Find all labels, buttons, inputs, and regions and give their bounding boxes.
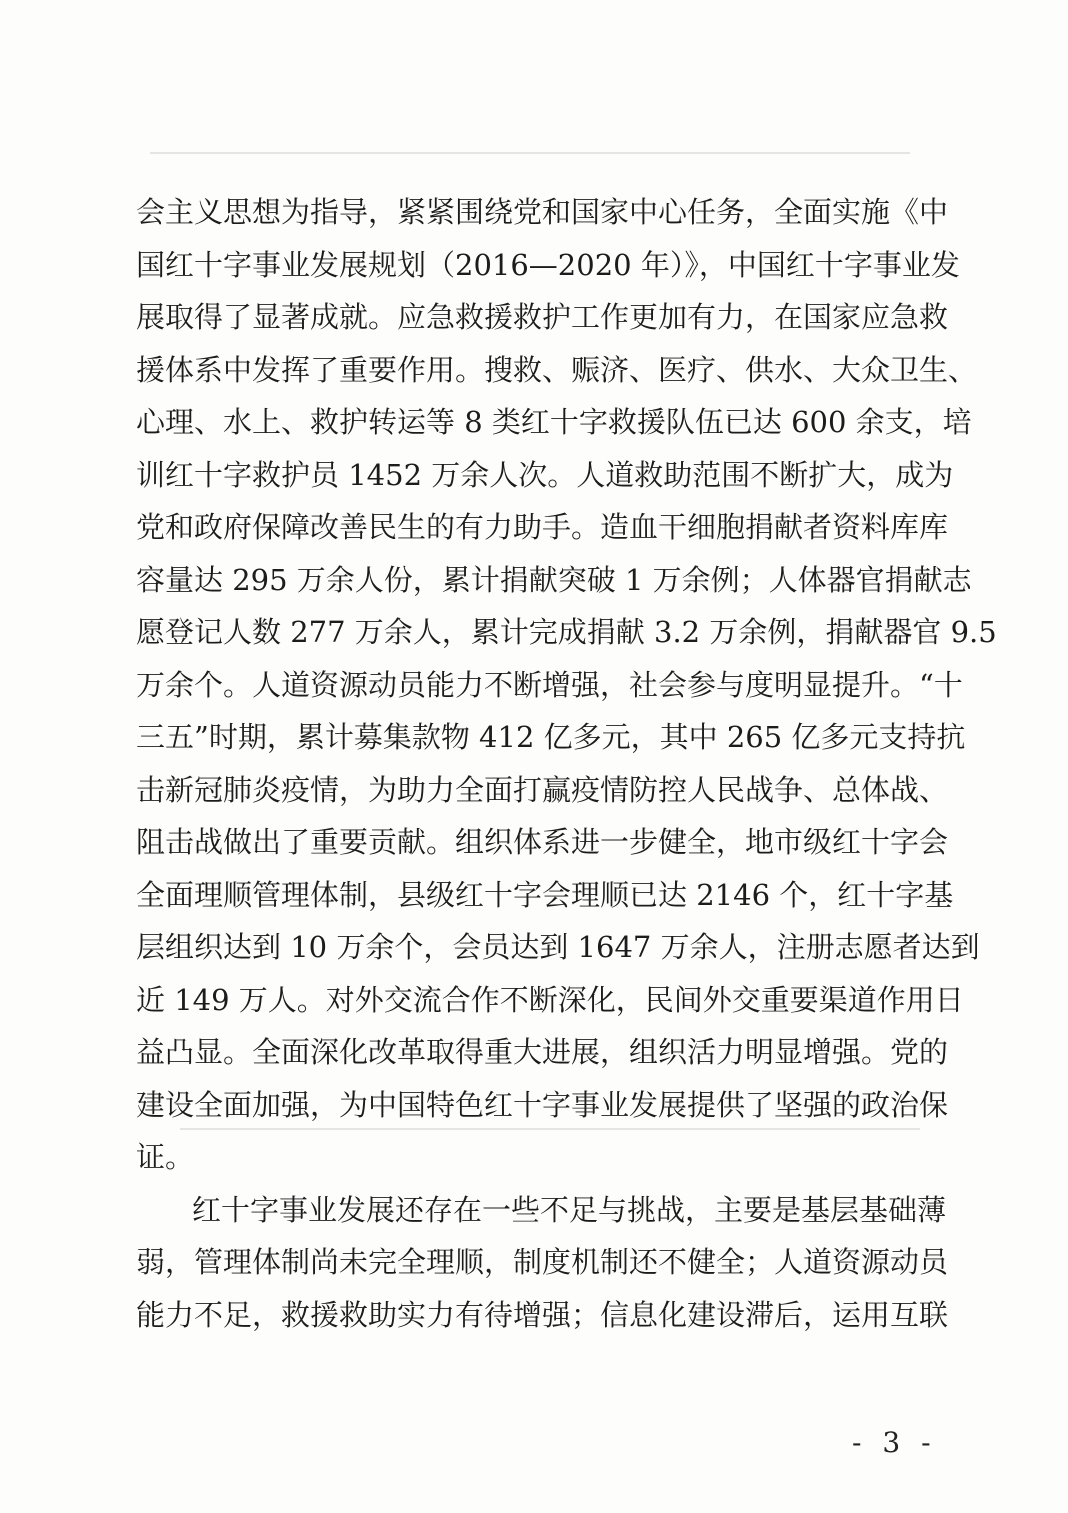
text-line: 弱，管理体制尚未完全理顺，制度机制还不健全；人道资源动员 [136, 1245, 949, 1279]
text-line: 国红十字事业发展规划（2016—2020 年）》，中国红十字事业发 [136, 247, 960, 282]
text-line: 证。 [136, 1140, 195, 1174]
text-line: 全面理顺管理体制，县级红十字会理顺已达 2146 个，红十字基 [136, 877, 954, 912]
text-line: 三五”时期，累计募集款物 412 亿多元，其中 265 亿多元支持抗 [136, 720, 966, 754]
text-line: 近 149 万人。对外交流合作不断深化，民间外交重要渠道作用日 [136, 982, 964, 1017]
text-line: 万余个。人道资源动员能力不断增强，社会参与度明显提升。“十 [136, 667, 963, 702]
text-line: 援体系中发挥了重要作用。搜救、赈济、医疗、供水、大众卫生、 [136, 352, 978, 387]
text-line: 心理、水上、救护转运等 8 类红十字救援队伍已达 600 余支，培 [136, 405, 972, 439]
paragraph-2 [136, 1184, 949, 1342]
text-line: 能力不足，救援救助实力有待增强；信息化建设滞后，运用互联 [136, 1297, 949, 1332]
text-line: 容量达 295 万余人份，累计捐献突破 1 万余例；人体器官捐献志 [136, 562, 972, 597]
text-line: 训红十字救护员 1452 万余人次。人道救助范围不断扩大，成为 [136, 457, 954, 492]
text-line: 击新冠肺炎疫情，为助力全面打赢疫情防控人民战争、总体战、 [136, 772, 949, 807]
text-line: 建设全面加强，为中国特色红十字事业发展提供了坚强的政治保 [136, 1087, 949, 1122]
text-line: 阻击战做出了重要贡献。组织体系进一步健全，地市级红十字会 [136, 825, 949, 859]
text-line: 益凸显。全面深化改革取得重大进展，组织活力明显增强。党的 [136, 1035, 949, 1069]
text-line: 展取得了显著成就。应急救援救护工作更加有力，在国家应急救 [136, 300, 949, 334]
scan-artifact-top [150, 152, 910, 154]
page-number: - 3 - [852, 1426, 937, 1459]
document-body [136, 186, 997, 1341]
text-line: 愿登记人数 277 万余人，累计完成捐献 3.2 万余例，捐献器官 9.5 [136, 615, 997, 649]
text-line: 会主义思想为指导，紧紧围绕党和国家中心任务，全面实施《中 [136, 195, 949, 229]
paragraph-1 [136, 186, 997, 1184]
text-line: 层组织达到 10 万余个，会员达到 1647 万余人，注册志愿者达到 [136, 930, 980, 964]
text-line: 红十字事业发展还存在一些不足与挑战，主要是基层基础薄 [192, 1192, 947, 1227]
text-line: 党和政府保障改善民生的有力助手。造血干细胞捐献者资料库库 [136, 510, 949, 544]
